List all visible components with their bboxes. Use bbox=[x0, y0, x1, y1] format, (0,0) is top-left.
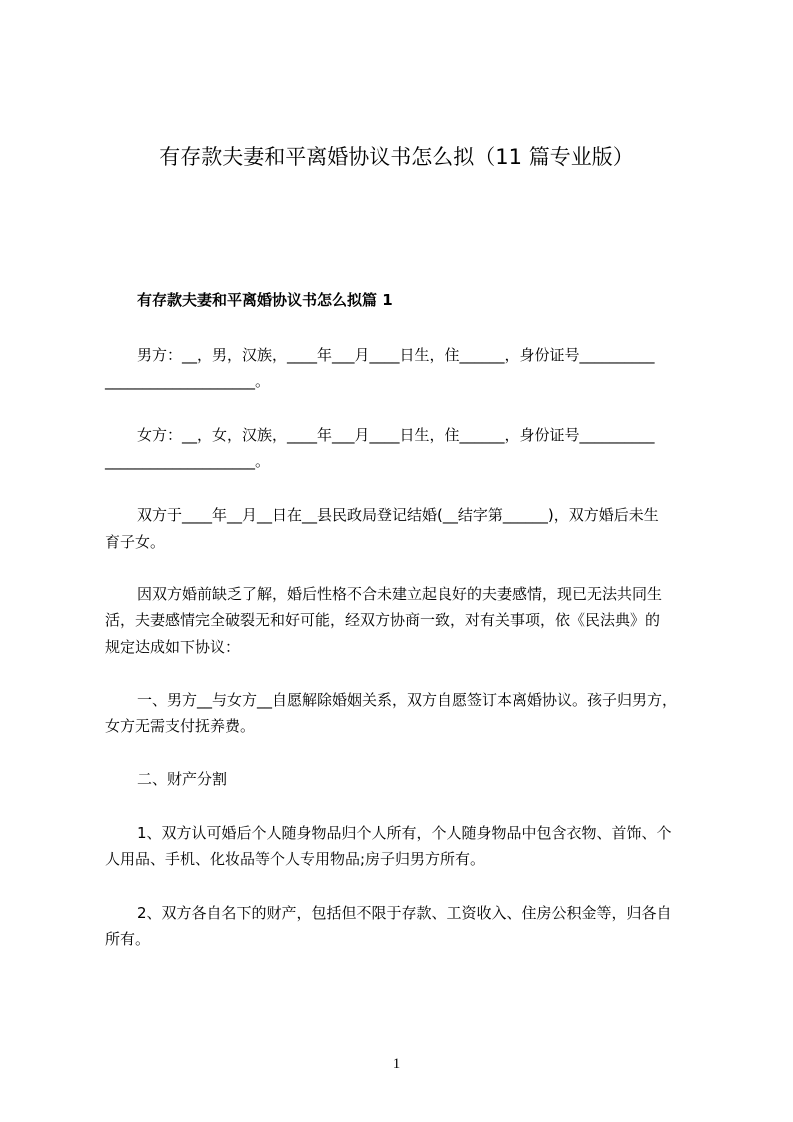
marriage-registration-line-1: 双方于____年__月__日在__县民政局登记结婚(__结字第______)，双方婚后未生 bbox=[137, 506, 659, 524]
property-2-line-1: 2、双方各自名下的财产，包括但不限于存款、工资收入、住房公积金等，归各自 bbox=[137, 904, 672, 922]
marriage-registration-line-2: 育子女。 bbox=[105, 533, 166, 551]
husband-info-line-2: ____________________。 bbox=[105, 372, 271, 390]
husband-info-line-1: 男方：__，男，汉族，____年___月____日生，住______，身份证号__________ bbox=[137, 346, 655, 364]
clause-1-line-2: 女方无需支付抚养费。 bbox=[105, 717, 256, 735]
page-number: 1 bbox=[392, 1056, 401, 1072]
section-heading: 有存款夫妻和平离婚协议书怎么拟篇 1 bbox=[137, 291, 393, 309]
property-2-line-2: 所有。 bbox=[105, 930, 151, 948]
reason-line-2: 活，夫妻感情完全破裂无和好可能，经双方协商一致，对有关事项，依《民法典》的 bbox=[105, 611, 661, 629]
reason-line-1: 因双方婚前缺乏了解，婚后性格不合未建立起良好的夫妻感情，现已无法共同生 bbox=[137, 585, 663, 603]
property-1-line-1: 1、双方认可婚后个人随身物品归个人所有，个人随身物品中包含衣物、首饰、个 bbox=[137, 824, 672, 842]
document-title: 有存款夫妻和平离婚协议书怎么拟（11 篇专业版） bbox=[159, 145, 634, 169]
wife-info-line-1: 女方：__，女，汉族，____年___月____日生，住______，身份证号__________ bbox=[137, 426, 655, 444]
reason-line-3: 规定达成如下协议： bbox=[105, 638, 241, 656]
clause-1-line-1: 一、男方__与女方__自愿解除婚姻关系，双方自愿签订本离婚协议。孩子归男方， bbox=[137, 691, 678, 709]
wife-info-line-2: ____________________。 bbox=[105, 452, 271, 470]
property-1-line-2: 人用品、手机、化妆品等个人专用物品;房子归男方所有。 bbox=[105, 850, 486, 868]
clause-2-heading: 二、财产分割 bbox=[137, 770, 228, 788]
